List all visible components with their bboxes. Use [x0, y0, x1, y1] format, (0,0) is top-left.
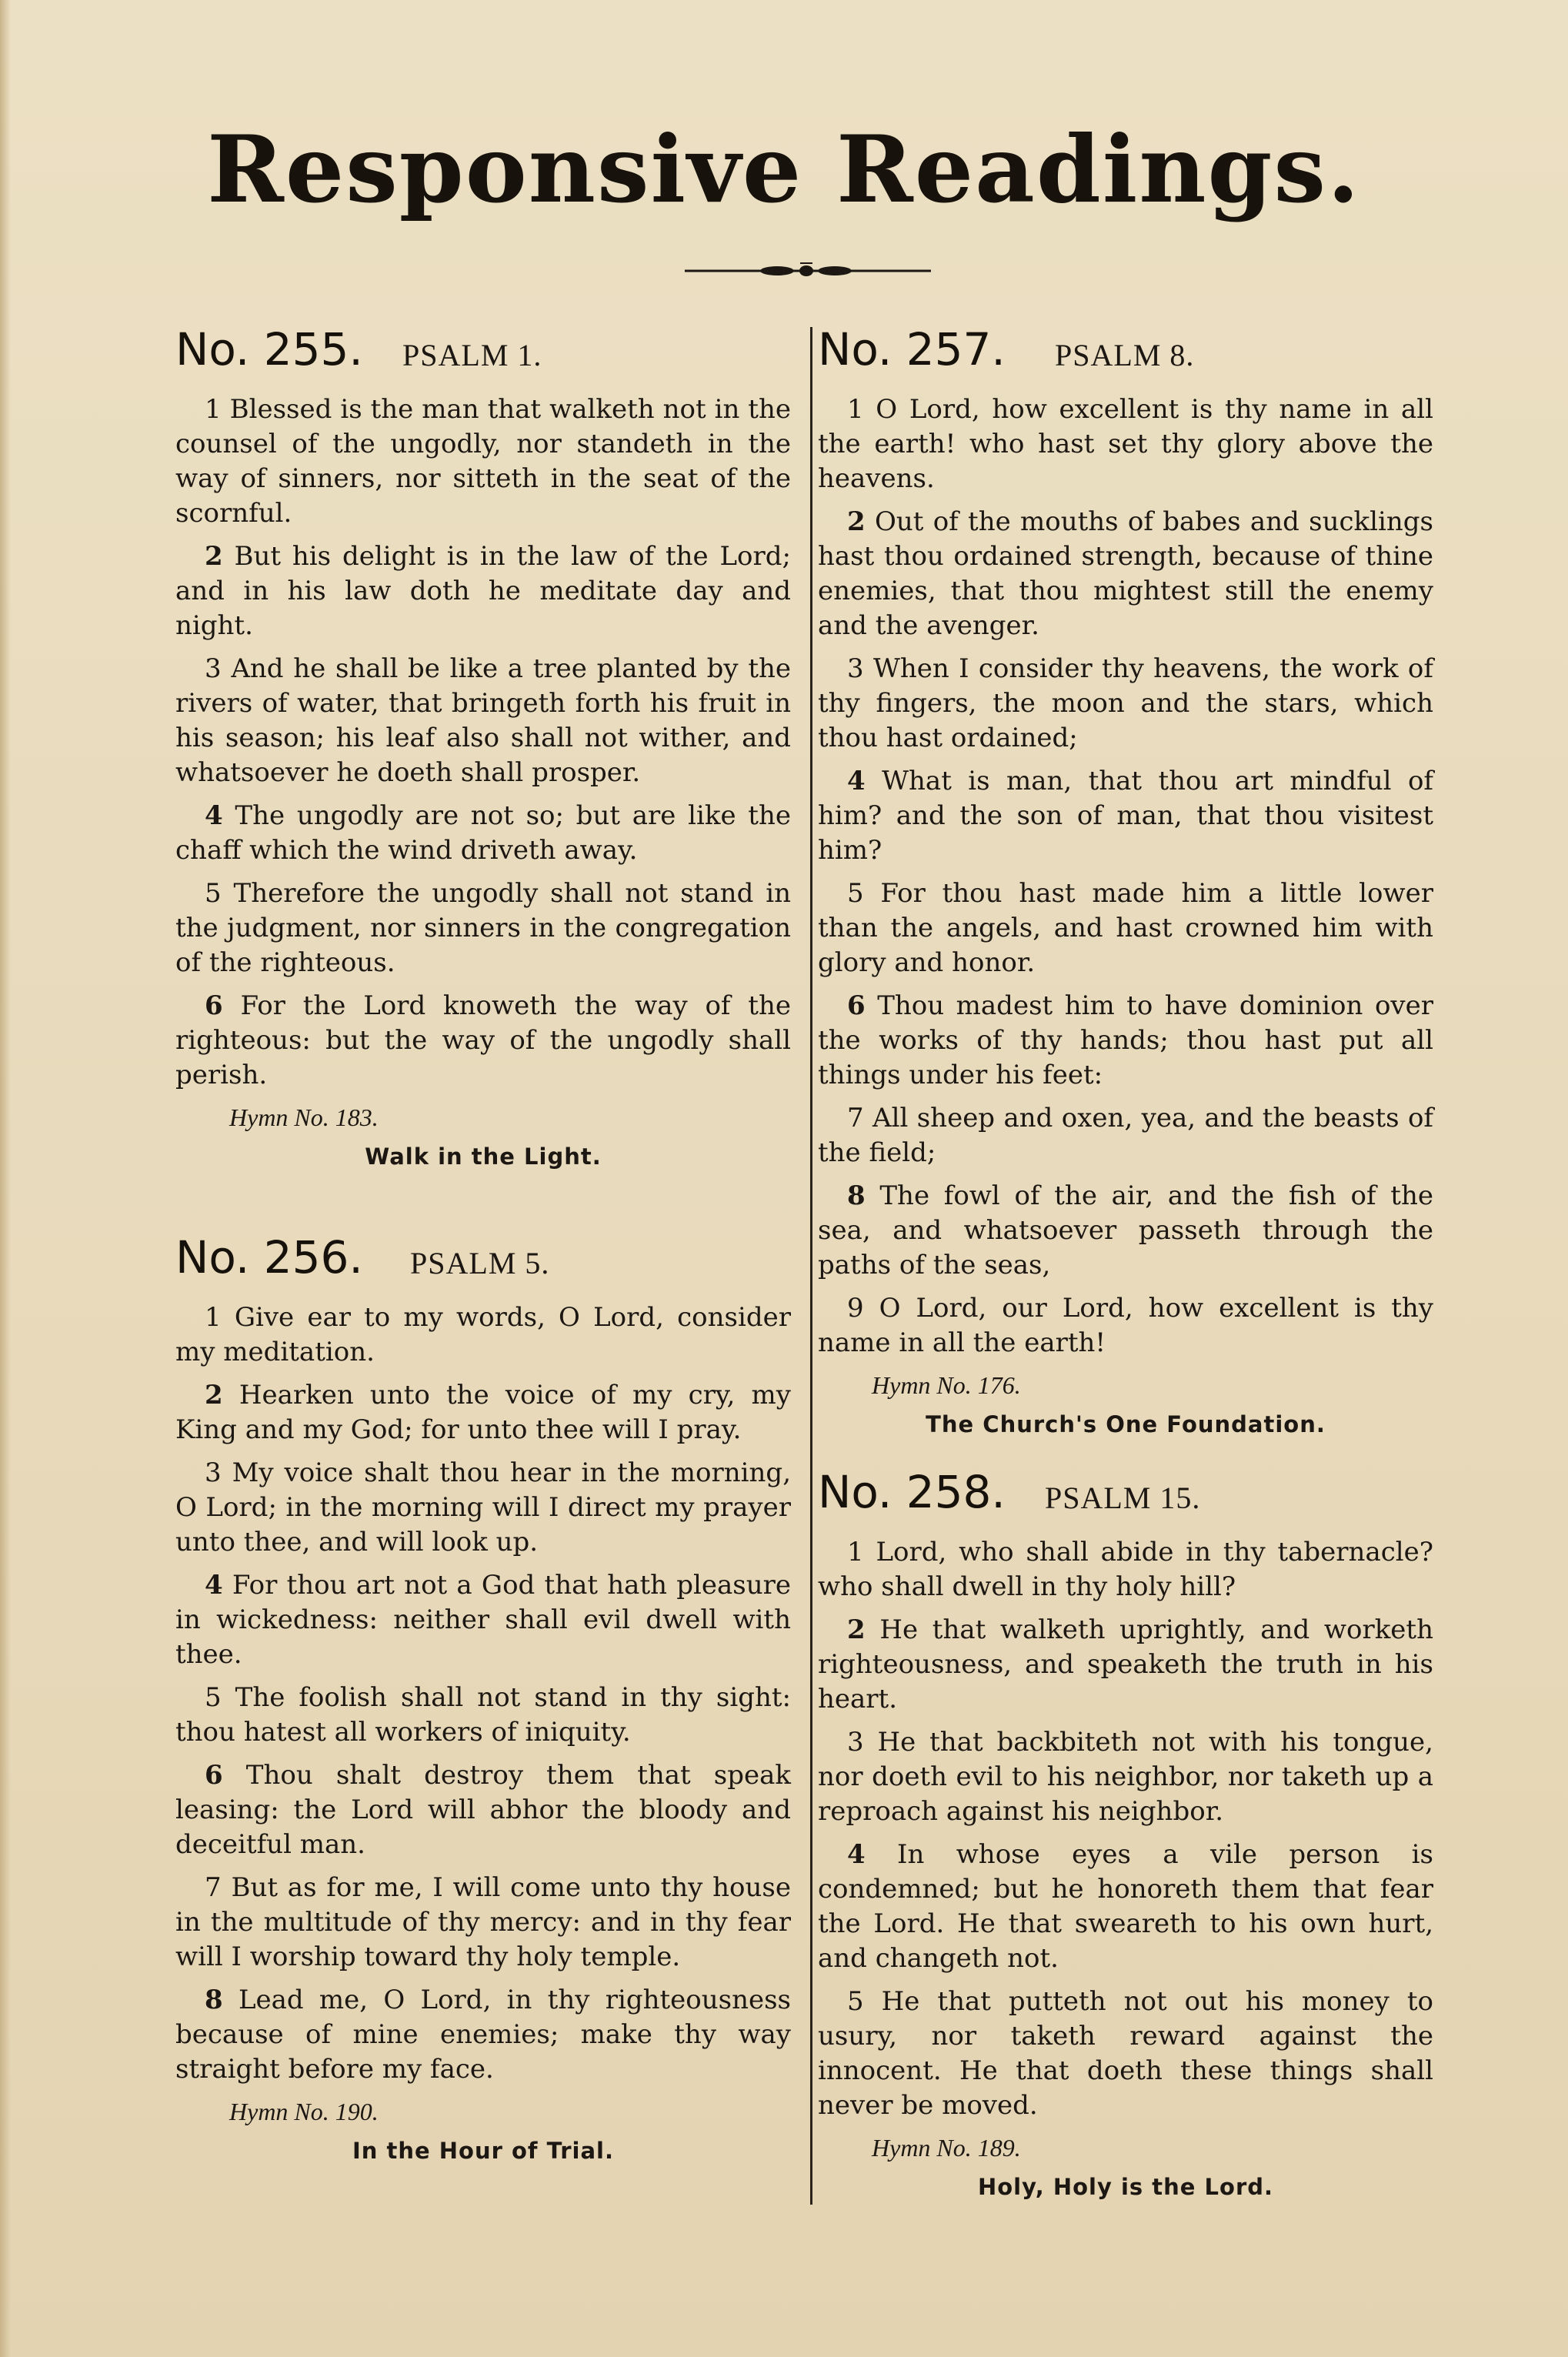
page-edge-shadow — [0, 0, 11, 2357]
hymn-title: Walk in the Light. — [365, 1143, 602, 1170]
reading-number: No. 256. — [175, 1231, 363, 1284]
verse: 2 Hearken unto the voice of my cry, my King and my God; for unto thee will I pray. — [175, 1380, 791, 1445]
reading-header — [818, 323, 1433, 385]
reading-header — [175, 323, 791, 385]
verse: 4 The ungodly are not so; but are like the chaff which the wind driveth away. — [175, 800, 791, 866]
verse: 5 He that putteth not out his money to usury, nor taketh reward against the innocent. He that doeth these things shall never be moved. — [818, 1986, 1433, 2121]
verse: 6 Thou madest him to have dominion over the works of thy hands; thou hast put all things under his feet: — [818, 990, 1433, 1090]
title-ornament — [685, 262, 931, 280]
hymn-title: Holy, Holy is the Lord. — [977, 2174, 1274, 2200]
reading-number: No. 258. — [818, 1466, 1006, 1518]
hymn-reference: Hymn No. 176. — [872, 1371, 1021, 1399]
verse: 3 When I consider thy heavens, the work of thy fingers, the moon and the stars, which thou hast ordained; — [818, 653, 1433, 753]
hymn-title: In the Hour of Trial. — [352, 2138, 615, 2164]
verse: 3 My voice shalt thou hear in the morning, O Lord; in the morning will I direct my prayer unto thee, and will look up. — [175, 1457, 791, 1557]
page-title: Responsive Readings. — [207, 115, 1361, 224]
verse: 2 Out of the mouths of babes and sucklings hast thou ordained strength, because of thine enemies, that thou mightest still the enemy and the avenger. — [818, 506, 1433, 641]
verse: 4 What is man, that thou art mindful of him? and the son of man, that thou visitest him? — [818, 766, 1433, 866]
reading-255 — [175, 323, 791, 1182]
verse: 7 All sheep and oxen, yea, and the beasts of the field; — [818, 1103, 1433, 1168]
reading-header — [818, 1466, 1433, 1527]
verse: 5 For thou hast made him a little lower than the angels, and hast crowned him with glory and honor. — [818, 878, 1433, 978]
verse: 8 The fowl of the air, and the fish of the sea, and whatsoever passeth through the paths of the seas, — [818, 1180, 1433, 1280]
psalm-reference: PSALM 1. — [402, 338, 542, 372]
hymn-reference: Hymn No. 190. — [229, 2098, 379, 2125]
reading-257 — [818, 323, 1433, 1450]
verse: 4 For thou art not a God that hath pleasure in wickedness: neither shall evil dwell with thee. — [175, 1570, 791, 1670]
verse: 3 He that backbiteth not with his tongue, nor doeth evil to his neighbor, nor taketh up a reproach against his neighbor. — [818, 1727, 1433, 1827]
verse: 1 Lord, who shall abide in thy tabernacle? who shall dwell in thy holy hill? — [818, 1537, 1433, 1602]
reading-256 — [175, 1231, 791, 2176]
verse: 8 Lead me, O Lord, in thy righteousness because of mine enemies; make thy way straight before my face. — [175, 1985, 791, 2085]
verse: 4 In whose eyes a vile person is condemned; but he honoreth them that fear the Lord. He that sweareth to his own hurt, and changeth not. — [818, 1839, 1433, 1974]
verse: 5 The foolish shall not stand in thy sight: thou hatest all workers of iniquity. — [175, 1682, 791, 1748]
hymn-reference: Hymn No. 189. — [872, 2134, 1021, 2162]
verse: 2 But his delight is in the law of the Lord; and in his law doth he meditate day and night. — [175, 541, 791, 641]
verse: 1 O Lord, how excellent is thy name in all the earth! who hast set thy glory above the heavens. — [818, 394, 1433, 494]
verse: 6 Thou shalt destroy them that speak leasing: the Lord will abhor the bloody and deceitful man. — [175, 1760, 792, 1860]
reading-258 — [818, 1466, 1433, 2212]
column-divider — [810, 327, 812, 2205]
verse: 9 O Lord, our Lord, how excellent is thy name in all the earth! — [818, 1293, 1434, 1358]
hymn-title: The Church's One Foundation. — [926, 1411, 1326, 1437]
verse: 7 But as for me, I will come unto thy house in the multitude of thy mercy: and in thy fear will I worship toward thy holy temple. — [175, 1872, 791, 1972]
psalm-reference: PSALM 8. — [1055, 338, 1195, 372]
verse: 3 And he shall be like a tree planted by the rivers of water, that bringeth forth his fruit in his season; his leaf also shall not wither, and whatsoever he doeth shall prosper. — [175, 653, 791, 788]
reading-number: No. 257. — [818, 323, 1006, 376]
verse: 6 For the Lord knoweth the way of the righteous: but the way of the ungodly shall perish. — [175, 990, 791, 1090]
verse: 1 Blessed is the man that walketh not in the counsel of the ungodly, nor standeth in the way of sinners, nor sitteth in the seat of the scornful. — [175, 394, 791, 529]
verse: 2 He that walketh uprightly, and worketh righteousness, and speaketh the truth in his heart. — [818, 1614, 1433, 1714]
reading-header — [175, 1231, 791, 1293]
psalm-reference: PSALM 5. — [410, 1246, 550, 1280]
hymn-reference: Hymn No. 183. — [229, 1103, 379, 1131]
verse: 5 Therefore the ungodly shall not stand in the judgment, nor sinners in the congregation of the righteous. — [175, 878, 791, 978]
psalm-reference: PSALM 15. — [1045, 1481, 1201, 1515]
verse: 1 Give ear to my words, O Lord, consider my meditation. — [175, 1302, 791, 1367]
reading-number: No. 255. — [175, 323, 363, 376]
